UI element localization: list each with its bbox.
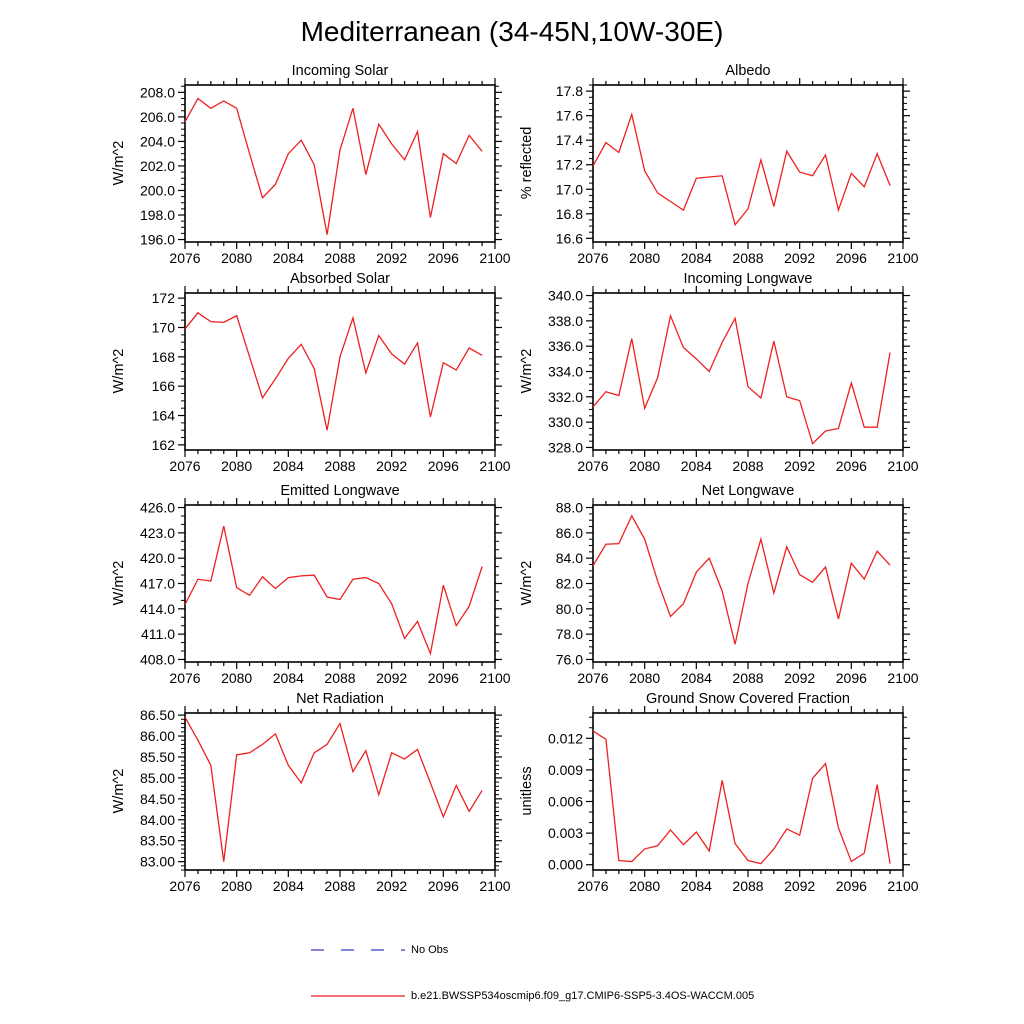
svg-text:172: 172 — [151, 290, 175, 307]
svg-text:2084: 2084 — [680, 250, 712, 266]
chart-absorbed-solar — [111, 271, 511, 474]
svg-text:196.0: 196.0 — [139, 231, 175, 248]
svg-text:2088: 2088 — [324, 458, 356, 474]
svg-text:2088: 2088 — [732, 458, 764, 474]
chart-title: Incoming Longwave — [683, 271, 813, 287]
svg-text:0.009: 0.009 — [547, 761, 583, 778]
svg-text:2096: 2096 — [427, 670, 459, 686]
svg-text:17.6: 17.6 — [555, 107, 583, 124]
svg-text:2092: 2092 — [784, 250, 816, 266]
plot-area — [555, 83, 919, 266]
no-obs-dashed-line-icon — [310, 944, 406, 956]
svg-text:2096: 2096 — [427, 458, 459, 474]
svg-text:86.00: 86.00 — [139, 728, 175, 745]
chart-title: Net Longwave — [701, 483, 795, 499]
plot-area — [139, 499, 511, 686]
svg-text:17.4: 17.4 — [555, 132, 583, 149]
plot-area — [139, 707, 511, 894]
svg-text:414.0: 414.0 — [139, 600, 175, 617]
y-axis-label: W/m^2 — [111, 768, 127, 814]
svg-text:2096: 2096 — [427, 250, 459, 266]
svg-text:164: 164 — [151, 407, 175, 424]
legend-no-obs — [310, 943, 448, 957]
svg-text:426.0: 426.0 — [139, 499, 175, 516]
svg-text:17.0: 17.0 — [555, 181, 583, 198]
svg-text:2080: 2080 — [629, 458, 661, 474]
svg-text:2076: 2076 — [577, 250, 609, 266]
svg-text:0.003: 0.003 — [547, 825, 583, 842]
y-axis-label: W/m^2 — [111, 560, 127, 606]
svg-text:0.012: 0.012 — [547, 730, 583, 747]
svg-text:2080: 2080 — [221, 250, 253, 266]
svg-text:170: 170 — [151, 319, 175, 336]
svg-text:17.2: 17.2 — [555, 156, 583, 173]
svg-text:2076: 2076 — [169, 250, 201, 266]
svg-text:85.50: 85.50 — [139, 748, 175, 765]
y-axis-label: W/m^2 — [519, 348, 535, 394]
legend-no-obs-label: No Obs — [411, 944, 449, 956]
y-axis-label: W/m^2 — [111, 348, 127, 394]
svg-text:2088: 2088 — [324, 878, 356, 894]
plot-area — [151, 290, 511, 474]
svg-text:2084: 2084 — [680, 670, 712, 686]
svg-text:338.0: 338.0 — [547, 312, 583, 329]
svg-text:332.0: 332.0 — [547, 388, 583, 405]
chart-title: Incoming Solar — [291, 63, 389, 79]
svg-text:0.000: 0.000 — [547, 856, 583, 873]
svg-text:2076: 2076 — [577, 458, 609, 474]
svg-text:2076: 2076 — [577, 670, 609, 686]
svg-text:2092: 2092 — [376, 250, 408, 266]
plot-area — [547, 287, 919, 474]
svg-text:423.0: 423.0 — [139, 524, 175, 541]
y-axis-label: W/m^2 — [111, 140, 127, 186]
svg-text:334.0: 334.0 — [547, 363, 583, 380]
svg-text:2088: 2088 — [732, 670, 764, 686]
svg-text:2076: 2076 — [577, 878, 609, 894]
svg-text:82.0: 82.0 — [555, 575, 583, 592]
svg-text:204.0: 204.0 — [139, 133, 175, 150]
svg-text:80.0: 80.0 — [555, 600, 583, 617]
svg-text:2100: 2100 — [887, 670, 919, 686]
svg-text:408.0: 408.0 — [139, 651, 175, 668]
svg-text:86.50: 86.50 — [139, 707, 175, 724]
svg-text:84.50: 84.50 — [139, 790, 175, 807]
svg-text:0.006: 0.006 — [547, 793, 583, 810]
svg-text:88.0: 88.0 — [555, 499, 583, 516]
svg-text:208.0: 208.0 — [139, 84, 175, 101]
plot-area — [139, 84, 511, 266]
svg-text:78.0: 78.0 — [555, 626, 583, 643]
svg-text:162: 162 — [151, 436, 175, 453]
svg-text:2100: 2100 — [479, 670, 511, 686]
svg-text:2092: 2092 — [376, 670, 408, 686]
svg-text:16.6: 16.6 — [555, 230, 583, 247]
chart-incoming-solar — [111, 63, 511, 266]
svg-text:166: 166 — [151, 378, 175, 395]
chart-title: Emitted Longwave — [280, 483, 400, 499]
svg-text:2096: 2096 — [835, 250, 867, 266]
svg-text:84.00: 84.00 — [139, 811, 175, 828]
svg-text:2084: 2084 — [680, 458, 712, 474]
chart-ground-snow-covered-fraction — [519, 691, 919, 894]
svg-text:2084: 2084 — [272, 878, 304, 894]
svg-text:2092: 2092 — [784, 458, 816, 474]
svg-text:336.0: 336.0 — [547, 338, 583, 355]
svg-text:86.0: 86.0 — [555, 524, 583, 541]
svg-text:330.0: 330.0 — [547, 414, 583, 431]
svg-text:200.0: 200.0 — [139, 182, 175, 199]
chart-title: Albedo — [725, 63, 771, 79]
y-axis-label: W/m^2 — [519, 560, 535, 606]
svg-text:83.00: 83.00 — [139, 853, 175, 870]
svg-text:417.0: 417.0 — [139, 575, 175, 592]
plot-area — [547, 713, 919, 894]
svg-text:2096: 2096 — [835, 878, 867, 894]
svg-text:168: 168 — [151, 348, 175, 365]
svg-text:2084: 2084 — [272, 670, 304, 686]
svg-text:16.8: 16.8 — [555, 205, 583, 222]
svg-text:2092: 2092 — [376, 458, 408, 474]
model-line-icon — [310, 990, 406, 1002]
svg-text:2080: 2080 — [629, 250, 661, 266]
svg-text:2080: 2080 — [629, 878, 661, 894]
svg-text:411.0: 411.0 — [141, 626, 175, 643]
legend-model-label: b.e21.BWSSP534oscmip6.f09_g17.CMIP6-SSP5-3.4OS-WACCM.005 — [411, 990, 755, 1002]
svg-text:85.00: 85.00 — [139, 769, 175, 786]
svg-text:2088: 2088 — [324, 670, 356, 686]
svg-text:2096: 2096 — [835, 670, 867, 686]
page-title: Mediterranean (34-45N,10W-30E) — [300, 16, 724, 47]
svg-text:2084: 2084 — [272, 458, 304, 474]
svg-text:2080: 2080 — [629, 670, 661, 686]
svg-text:76.0: 76.0 — [555, 651, 583, 668]
svg-text:2076: 2076 — [169, 458, 201, 474]
svg-text:2076: 2076 — [169, 878, 201, 894]
svg-text:2092: 2092 — [784, 670, 816, 686]
svg-text:2092: 2092 — [784, 878, 816, 894]
svg-text:2084: 2084 — [272, 250, 304, 266]
svg-text:2080: 2080 — [221, 670, 253, 686]
svg-text:2092: 2092 — [376, 878, 408, 894]
svg-text:420.0: 420.0 — [139, 550, 175, 567]
svg-text:2076: 2076 — [169, 670, 201, 686]
svg-text:198.0: 198.0 — [139, 207, 175, 224]
y-axis-label: % reflected — [519, 126, 535, 200]
chart-title: Ground Snow Covered Fraction — [646, 691, 850, 707]
svg-text:2088: 2088 — [732, 250, 764, 266]
chart-net-longwave — [519, 483, 919, 686]
svg-text:206.0: 206.0 — [139, 108, 175, 125]
svg-text:202.0: 202.0 — [139, 157, 175, 174]
svg-text:84.0: 84.0 — [555, 550, 583, 567]
svg-text:2096: 2096 — [427, 878, 459, 894]
svg-text:2100: 2100 — [887, 458, 919, 474]
svg-text:2096: 2096 — [835, 458, 867, 474]
svg-text:2100: 2100 — [479, 458, 511, 474]
svg-text:2088: 2088 — [324, 250, 356, 266]
plot-area — [555, 499, 919, 686]
y-axis-label: unitless — [519, 766, 535, 816]
svg-text:2100: 2100 — [887, 250, 919, 266]
chart-emitted-longwave — [111, 483, 511, 686]
svg-text:17.8: 17.8 — [555, 83, 583, 100]
svg-text:2100: 2100 — [479, 878, 511, 894]
chart-albedo — [519, 63, 919, 266]
svg-text:2088: 2088 — [732, 878, 764, 894]
svg-text:2100: 2100 — [887, 878, 919, 894]
chart-title: Net Radiation — [296, 691, 384, 707]
svg-text:2080: 2080 — [221, 878, 253, 894]
svg-text:2100: 2100 — [479, 250, 511, 266]
svg-text:2080: 2080 — [221, 458, 253, 474]
svg-text:328.0: 328.0 — [547, 439, 583, 456]
svg-text:83.50: 83.50 — [139, 832, 175, 849]
legend-model — [310, 989, 754, 1003]
chart-incoming-longwave — [519, 271, 919, 474]
svg-text:2084: 2084 — [680, 878, 712, 894]
chart-net-radiation — [111, 691, 511, 894]
svg-text:340.0: 340.0 — [547, 287, 583, 304]
chart-title: Absorbed Solar — [290, 271, 390, 287]
